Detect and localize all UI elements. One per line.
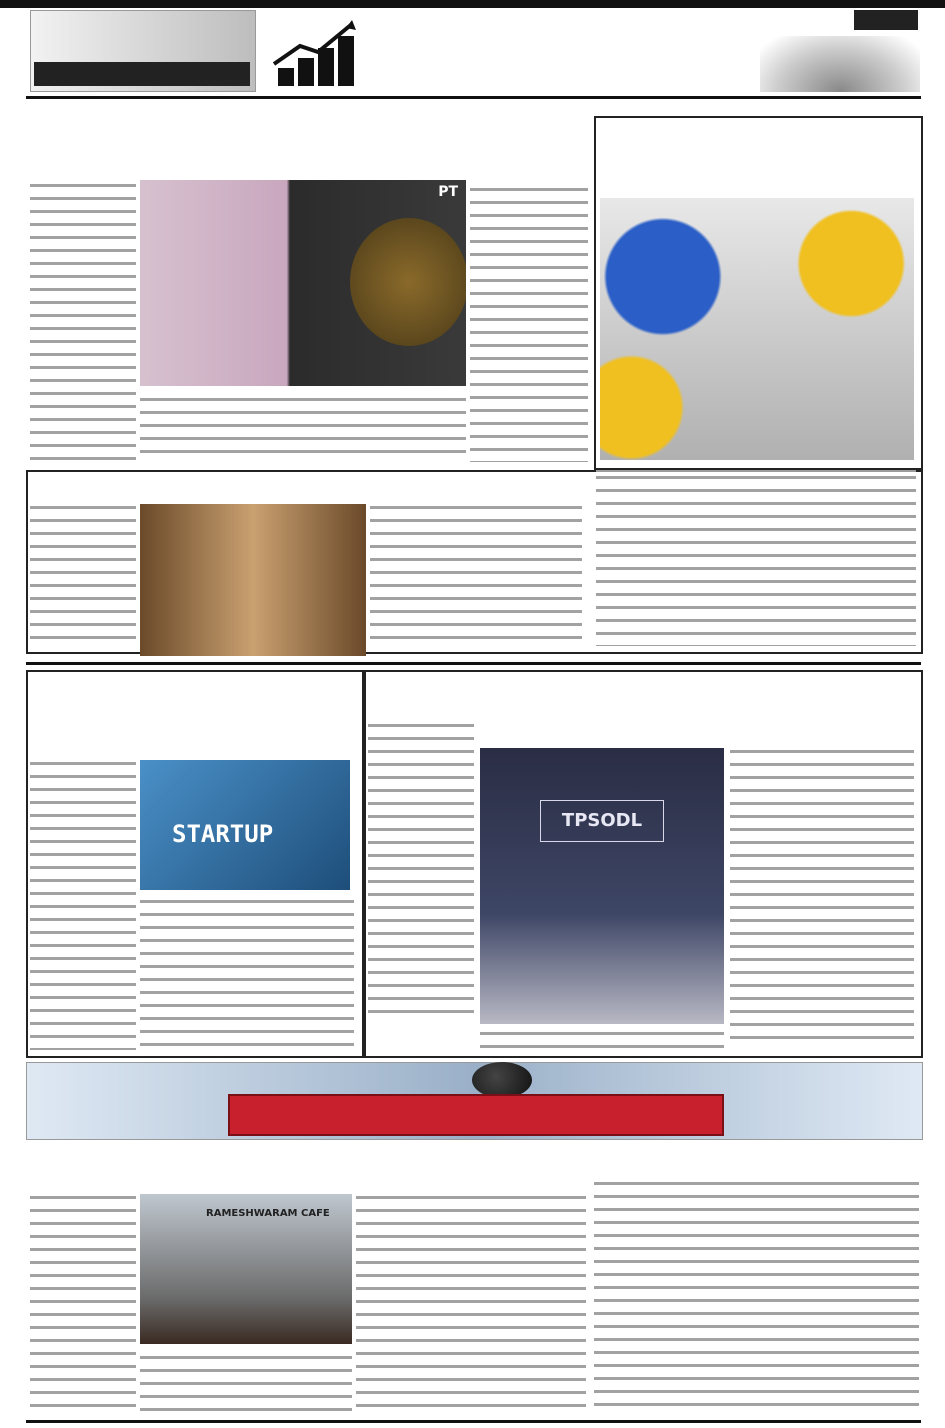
photo-tpsodl-award — [480, 748, 724, 1024]
globe-icon — [472, 1062, 532, 1098]
article-pathara-column-3 — [596, 470, 916, 646]
startup-photo-label: STARTUP — [172, 820, 274, 848]
article-pathara-column-1 — [30, 500, 136, 646]
article-tpsodl-column-1 — [368, 718, 474, 1018]
photo-ribbon-cutting-gopalpur — [600, 198, 914, 460]
mid-rule — [26, 662, 921, 665]
article-bengaluru-column-3 — [356, 1190, 586, 1416]
article-startups-column-1 — [30, 756, 136, 1050]
coins-image — [760, 36, 920, 92]
cafe-sign: RAMESHWARAM CAFE — [206, 1208, 330, 1219]
article-notes-column-2 — [140, 392, 466, 462]
article-pathara-column-2 — [370, 500, 582, 646]
band-title — [228, 1094, 720, 1132]
masthead-date — [34, 62, 250, 86]
photo-rameshwaram-cafe — [140, 1194, 352, 1344]
masthead-rule — [26, 96, 921, 99]
page-number — [854, 10, 918, 30]
article-notes-column-1 — [30, 178, 136, 462]
photo-currency-rbi — [140, 180, 466, 386]
bottom-rule — [26, 1420, 921, 1423]
photo-badge: PT — [438, 184, 458, 200]
article-america-columns — [594, 1176, 919, 1416]
photo-startup-graphic — [140, 760, 350, 890]
article-tpsodl-column-3 — [480, 1026, 724, 1048]
article-tpsodl-column-2 — [730, 744, 914, 1048]
photo-pathara-inauguration — [140, 504, 366, 656]
article-startups-column-2 — [140, 894, 354, 1050]
article-bengaluru-column-1 — [30, 1190, 136, 1416]
top-rule — [0, 0, 945, 8]
article-notes-column-3 — [470, 182, 588, 462]
coins-growth-icon — [270, 20, 360, 90]
rbi-seal-image — [350, 218, 466, 346]
tpsodl-logo: TPSODL — [540, 800, 664, 842]
article-bengaluru-column-2 — [140, 1350, 352, 1416]
